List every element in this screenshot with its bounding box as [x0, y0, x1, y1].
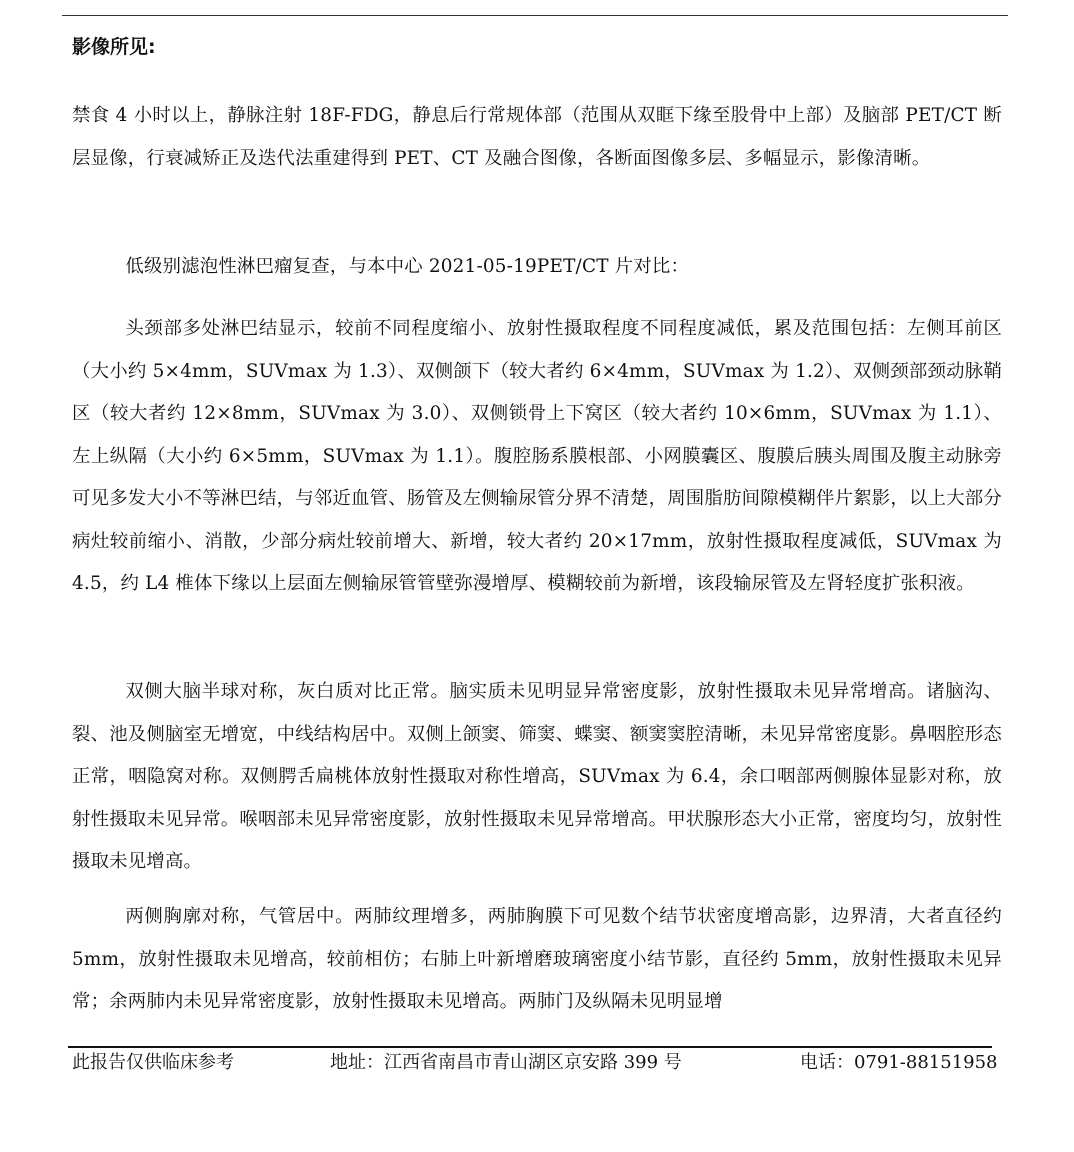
footer-address: 地址：江西省南昌市青山湖区京安路 399 号: [330, 1052, 682, 1073]
paragraph-scan-protocol: 禁食 4 小时以上，静脉注射 18F-FDG，静息后行常规体部（范围从双眶下缘至股骨中上部）及脑部 PET/CT 断层显像，行衰减矫正及迭代法重建得到 PET、CT 及融合图像，各断面图像多层、多幅显示，影像清晰。: [72, 105, 1002, 169]
paragraph-chest: 两侧胸廓对称，气管居中。两肺纹理增多，两肺胸膜下可见数个结节状密度增高影，边界清，大者直径约 5mm，放射性摄取未见增高，较前相仿；右肺上叶新增磨玻璃密度小结节影，直径约 5mm，放射性摄取未见异常；余两肺内未见异常密度影，放射性摄取未见增高。两肺门及纵隔未见明显增: [72, 906, 1002, 1012]
footer-phone: 电话：0791-88151958: [800, 1052, 998, 1073]
paragraph-lymph-nodes: 头颈部多处淋巴结显示，较前不同程度缩小、放射性摄取程度不同程度减低，累及范围包括：左侧耳前区（大小约 5×4mm，SUVmax 为 1.3）、双侧颌下（较大者约 6×4mm，SUVmax 为 1.2）、双侧颈部颈动脉鞘区（较大者约 12×8mm，SUVmax 为 3.0）、双侧锁骨上下窝区（较大者约 10×6mm，SUVmax 为 1.1）、左上纵隔（大小约 6×5mm，SUVmax 为 1.1）。腹腔肠系膜根部、小网膜囊区、腹膜后胰头周围及腹主动脉旁可见多发大小不等淋巴结，与邻近血管、肠管及左侧输尿管分界不清楚，周围脂肪间隙模糊伴片絮影，以上大部分病灶较前缩小、消散，少部分病灶较前增大、新增，较大者约 20×17mm，放射性摄取程度减低，SUVmax 为 4.5，约 L4 椎体下缘以上层面左侧输尿管管壁弥漫增厚、模糊较前为新增，该段输尿管及左肾轻度扩张积液。: [72, 318, 1002, 594]
footer-divider: [68, 1046, 992, 1048]
footer-disclaimer: 此报告仅供临床参考: [72, 1052, 234, 1073]
paragraph-brain-head-neck: 双侧大脑半球对称，灰白质对比正常。脑实质未见明显异常密度影，放射性摄取未见异常增高。诸脑沟、裂、池及侧脑室无增宽，中线结构居中。双侧上颌窦、筛窦、蝶窦、额窦窦腔清晰，未见异常密度影。鼻咽腔形态正常，咽隐窝对称。双侧腭舌扁桃体放射性摄取对称性增高，SUVmax 为 6.4，余口咽部两侧腺体显影对称，放射性摄取未见异常。喉咽部未见异常密度影，放射性摄取未见异常增高。甲状腺形态大小正常，密度均匀，放射性摄取未见增高。: [72, 681, 1002, 872]
header-divider: [62, 15, 1008, 16]
paragraph-comparison: 低级别滤泡性淋巴瘤复查，与本中心 2021-05-19PET/CT 片对比：: [125, 256, 690, 277]
findings-heading: 影像所见:: [72, 36, 156, 58]
